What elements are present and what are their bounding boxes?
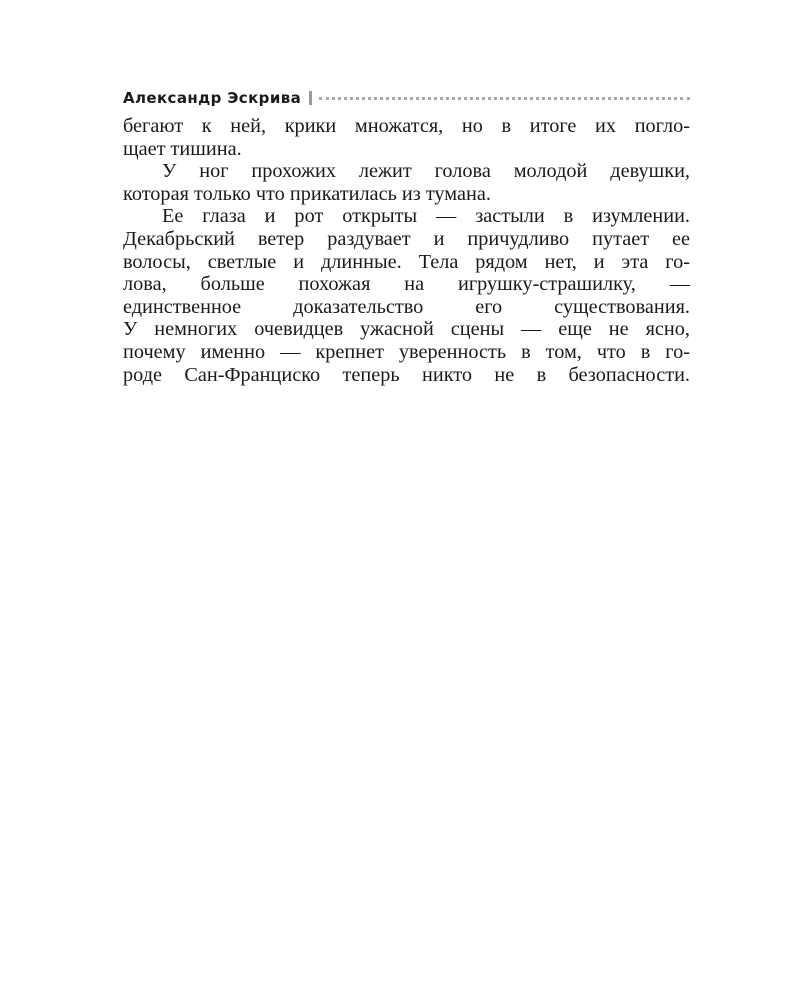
author-name: Александр Эскрива xyxy=(123,89,302,107)
text-line: которая только что прикатилась из тумана. xyxy=(123,182,491,205)
body-text xyxy=(123,115,690,386)
text-line: У ног прохожих лежит голова молодой девушки, xyxy=(162,160,690,183)
text-line: Ее глаза и рот открыты — застыли в изумлении. xyxy=(162,205,690,228)
text-line: почему именно — крепнет уверенность в том, что в го- xyxy=(123,340,690,363)
text-line: У немногих очевидцев ужасной сцены — еще не ясно, xyxy=(123,318,690,341)
running-head-dotted-rule xyxy=(319,97,690,100)
running-head xyxy=(123,86,690,110)
text-line: бегают к ней, крики множатся, но в итоге их погло- xyxy=(123,115,690,137)
running-head-bar xyxy=(309,91,312,105)
text-line: единственное доказательство его существования. xyxy=(123,295,690,318)
book-page xyxy=(123,86,690,386)
text-line: Декабрьский ветер раздувает и причудливо путает ее xyxy=(123,227,690,250)
text-line: лова, больше похожая на игрушку-страшилку, — xyxy=(123,273,690,296)
text-line: щает тишина. xyxy=(123,137,242,160)
text-line: роде Сан-Франциско теперь никто не в безопасности. xyxy=(123,363,690,386)
text-line: волосы, светлые и длинные. Тела рядом нет, и эта го- xyxy=(123,250,690,273)
